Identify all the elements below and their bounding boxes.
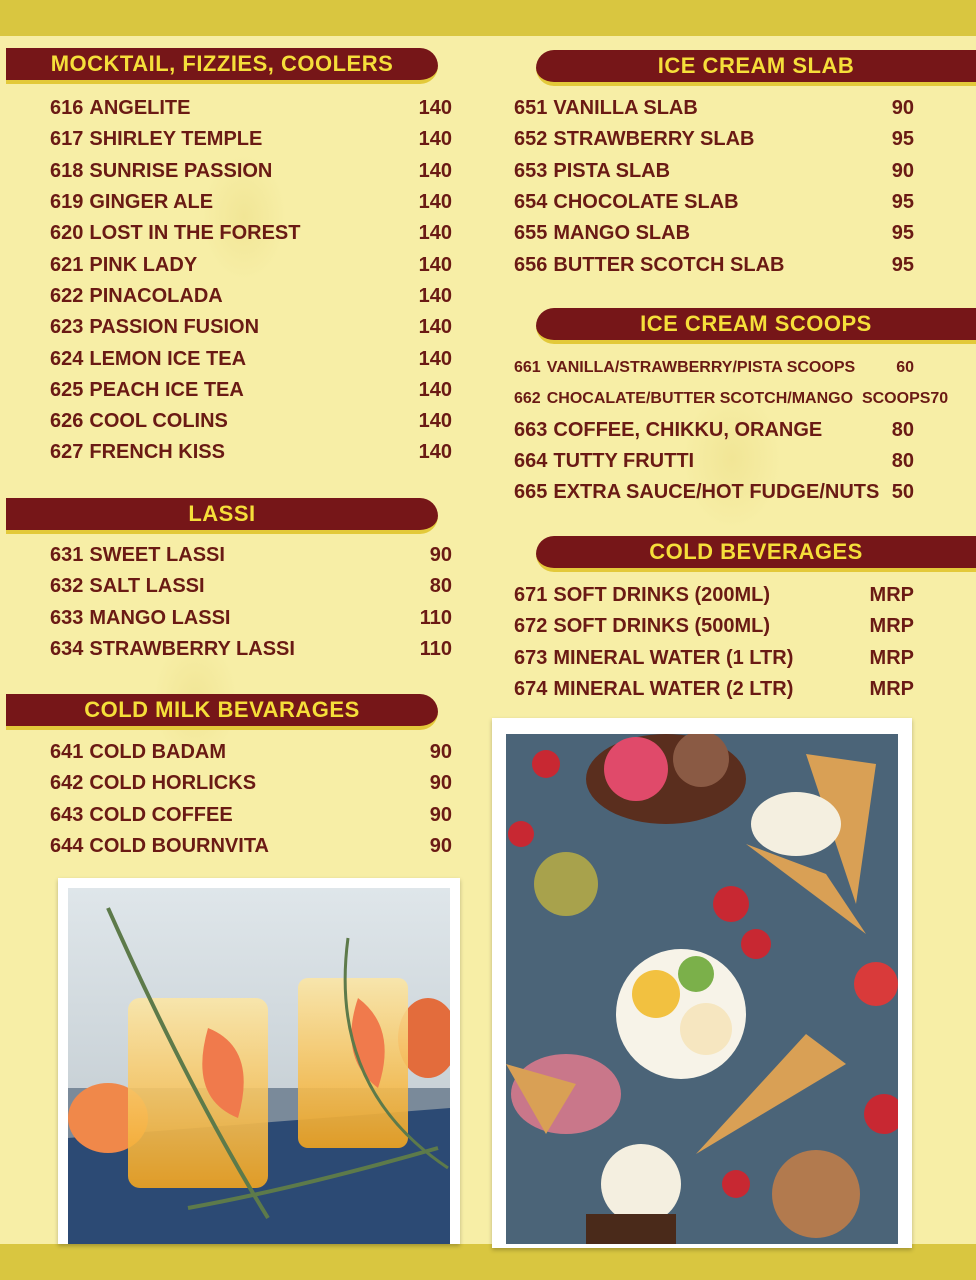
- menu-item-label: [50, 835, 269, 858]
- menu-item-label: [514, 97, 698, 120]
- menu-item-label: [50, 191, 213, 214]
- menu-item-label: [514, 678, 793, 701]
- menu-item: [50, 312, 452, 343]
- menu-item-name: MINERAL WATER (1 LTR): [553, 646, 794, 669]
- menu-item-price: 50: [891, 481, 914, 504]
- menu-item: [514, 93, 914, 124]
- menu-item-price: 140: [418, 347, 452, 370]
- menu-item-code: 663: [514, 418, 548, 441]
- menu-item: [50, 831, 452, 862]
- menu-item-code: 618: [50, 159, 84, 182]
- menu-item-code: 627: [50, 441, 84, 464]
- menu-item-name: MINERAL WATER (2 LTR): [553, 678, 794, 701]
- menu-item-code: 674: [514, 678, 548, 701]
- menu-item-code: 622: [50, 284, 84, 307]
- menu-item: [514, 187, 914, 218]
- menu-item-name: COLD BADAM: [89, 741, 227, 764]
- menu-item-price: 140: [418, 159, 452, 182]
- menu-item-price: 80: [891, 418, 914, 441]
- menu-item-code: 621: [50, 253, 84, 276]
- menu-item: [514, 124, 914, 155]
- menu-item-code: 626: [50, 410, 84, 433]
- menu-item-price: MRP: [869, 678, 914, 701]
- menu-item-price: 90: [429, 835, 452, 858]
- menu-item: [514, 156, 914, 187]
- menu-item: [514, 477, 914, 508]
- menu-item-label: [50, 638, 295, 661]
- menu-item: [50, 375, 452, 406]
- menu-item-price: 80: [429, 575, 452, 598]
- menu-item-label: [514, 615, 770, 638]
- menu-item: [50, 218, 452, 249]
- lassi-banner: [6, 498, 438, 534]
- menu-item-price: 140: [418, 410, 452, 433]
- menu-item-name: SALT LASSI: [89, 575, 205, 598]
- menu-item-price: 90: [429, 803, 452, 826]
- menu-item-code: 643: [50, 803, 84, 826]
- menu-item-name: LEMON ICE TEA: [89, 347, 247, 370]
- menu-item: [50, 603, 452, 634]
- menu-item-name: STRAWBERRY LASSI: [89, 638, 295, 661]
- menu-item-price: 110: [419, 606, 452, 629]
- menu-item-label: [514, 359, 855, 377]
- bottom-band: [0, 1244, 976, 1280]
- menu-item-price: 140: [418, 191, 452, 214]
- ice-cream-illustration: [506, 734, 898, 1244]
- menu-item: [514, 611, 914, 642]
- menu-item: [50, 93, 452, 124]
- menu-item-price: 140: [418, 128, 452, 151]
- menu-item: [514, 415, 914, 446]
- scoops-title: ICE CREAM SCOOPS: [640, 311, 872, 336]
- lassi-title: LASSI: [188, 501, 256, 526]
- menu-item: [50, 768, 452, 799]
- mocktail-list: [50, 93, 452, 469]
- menu-item-price: 95: [891, 253, 914, 276]
- menu-item-name: COOL COLINS: [89, 410, 228, 433]
- menu-item-label: [50, 379, 244, 402]
- menu-item: [514, 643, 914, 674]
- menu-item: [514, 249, 914, 280]
- menu-item-label: [514, 419, 822, 442]
- menu-item-name: PEACH ICE TEA: [89, 378, 244, 401]
- menu-item-code: 641: [50, 741, 84, 764]
- menu-item-price: 95: [891, 191, 914, 214]
- menu-item-code: 644: [50, 835, 84, 858]
- menu-item-code: 664: [514, 450, 548, 473]
- slab-list: [514, 93, 914, 281]
- menu-item: [50, 437, 452, 468]
- menu-item-name: COLD COFFEE: [89, 803, 233, 826]
- menu-item-code: 617: [50, 128, 84, 151]
- menu-item-name: GINGER ALE: [89, 191, 214, 214]
- drinks-illustration: [68, 888, 450, 1244]
- menu-item-price: MRP: [869, 615, 914, 638]
- menu-item-label: [514, 390, 930, 408]
- menu-item-code: 652: [514, 128, 548, 151]
- menu-item-label: [50, 316, 259, 339]
- menu-item-name: COFFEE, CHIKKU, ORANGE: [553, 418, 823, 441]
- menu-item-code: 624: [50, 347, 84, 370]
- menu-item-code: 619: [50, 191, 84, 214]
- menu-item-code: 620: [50, 222, 84, 245]
- menu-item-code: 634: [50, 638, 84, 661]
- menu-item-name: FRENCH KISS: [89, 441, 225, 464]
- menu-item-label: [50, 222, 301, 245]
- menu-item-price: 140: [418, 441, 452, 464]
- menu-item: [50, 571, 452, 602]
- menu-item-name: VANILLA SLAB: [553, 97, 698, 120]
- menu-item-price: 140: [418, 222, 452, 245]
- menu-item-label: [514, 481, 879, 504]
- drinks-photo: [58, 878, 460, 1244]
- slab-banner: [536, 50, 976, 86]
- menu-item-label: [50, 607, 231, 630]
- menu-item-label: [514, 160, 670, 183]
- menu-item-code: 651: [514, 97, 548, 120]
- menu-item-code: 671: [514, 584, 548, 607]
- menu-item-price: 140: [418, 284, 452, 307]
- mocktail-banner: [6, 48, 438, 84]
- menu-item-label: [50, 575, 205, 598]
- cold-milk-title: COLD MILK BEVARAGES: [84, 697, 360, 722]
- menu-item-name: SHIRLEY TEMPLE: [89, 128, 263, 151]
- menu-item-price: 90: [891, 97, 914, 120]
- menu-item-name: PINACOLADA: [89, 284, 223, 307]
- menu-item-label: [50, 348, 246, 371]
- menu-item-label: [50, 160, 272, 183]
- menu-item-name: LOST IN THE FOREST: [89, 222, 301, 245]
- menu-item-price: 90: [429, 741, 452, 764]
- menu-item-price: 80: [891, 450, 914, 473]
- menu-item-label: [514, 191, 739, 214]
- menu-item-name: SUNRISE PASSION: [89, 159, 273, 182]
- menu-item-label: [50, 804, 233, 827]
- menu-item-name: SWEET LASSI: [89, 544, 225, 567]
- cold-bev-title: COLD BEVERAGES: [649, 539, 863, 564]
- menu-item-name: BUTTER SCOTCH SLAB: [553, 253, 785, 276]
- menu-item-label: [50, 410, 228, 433]
- cold-milk-list: [50, 737, 452, 862]
- menu-item-code: 623: [50, 316, 84, 339]
- menu-item-price: 60: [896, 358, 914, 376]
- menu-item-name: SOFT DRINKS (500ML): [553, 615, 771, 638]
- menu-item-code: 632: [50, 575, 84, 598]
- menu-item-name: CHOCALATE/BUTTER SCOTCH/MANGO SCOOPS: [546, 389, 931, 407]
- menu-item-name: MANGO SLAB: [553, 222, 691, 245]
- menu-item-price: 140: [418, 316, 452, 339]
- menu-item-code: 665: [514, 481, 548, 504]
- menu-item-price: 90: [891, 159, 914, 182]
- menu-item: [514, 352, 914, 383]
- menu-item-label: [50, 441, 225, 464]
- menu-item-price: 90: [429, 772, 452, 795]
- menu-item-name: VANILLA/STRAWBERRY/PISTA SCOOPS: [546, 358, 856, 376]
- menu-item: [50, 737, 452, 768]
- menu-item-code: 653: [514, 159, 548, 182]
- menu-item: [514, 580, 914, 611]
- slab-title: ICE CREAM SLAB: [657, 53, 855, 78]
- ice-cream-photo: [492, 718, 912, 1248]
- menu-item: [50, 540, 452, 571]
- menu-item-label: [50, 128, 262, 151]
- menu-item: [50, 187, 452, 218]
- scoops-banner: [536, 308, 976, 344]
- menu-item-name: PISTA SLAB: [553, 159, 671, 182]
- menu-item-price: 140: [418, 253, 452, 276]
- menu-item: [50, 249, 452, 280]
- menu-item-name: EXTRA SAUCE/HOT FUDGE/NUTS: [553, 481, 880, 504]
- menu-item-code: 642: [50, 772, 84, 795]
- menu-item-price: 140: [418, 378, 452, 401]
- menu-item-label: [50, 254, 197, 277]
- menu-item-label: [514, 222, 690, 245]
- menu-item: [514, 218, 914, 249]
- menu-item-name: STRAWBERRY SLAB: [553, 128, 755, 151]
- menu-item: [50, 406, 452, 437]
- menu-item-label: [514, 584, 770, 607]
- menu-item-name: ANGELITE: [89, 97, 191, 120]
- menu-item-code: 673: [514, 646, 548, 669]
- menu-item-name: PINK LADY: [89, 253, 198, 276]
- menu-item-label: [50, 741, 226, 764]
- cold-bev-banner: [536, 536, 976, 572]
- menu-item-label: [514, 128, 755, 151]
- menu-item-price: 90: [429, 544, 452, 567]
- menu-item: [514, 674, 914, 705]
- menu-item-code: 661: [514, 358, 541, 376]
- menu-item: [50, 156, 452, 187]
- menu-item-code: 655: [514, 222, 548, 245]
- menu-item-label: [50, 772, 256, 795]
- menu-item-name: SOFT DRINKS (200ML): [553, 584, 771, 607]
- scoops-list: [514, 352, 949, 508]
- menu-item: [50, 634, 452, 665]
- menu-item-label: [50, 544, 225, 567]
- menu-item-price: MRP: [869, 646, 914, 669]
- menu-item: [514, 446, 914, 477]
- menu-item-name: TUTTY FRUTTI: [553, 450, 695, 473]
- menu-item-name: COLD HORLICKS: [89, 772, 257, 795]
- menu-item-code: 625: [50, 378, 84, 401]
- menu-item-label: [514, 450, 694, 473]
- menu-item-code: 662: [514, 389, 541, 407]
- menu-item-price: MRP: [869, 584, 914, 607]
- menu-item-name: MANGO LASSI: [89, 606, 231, 629]
- menu-item-price: 70: [930, 389, 949, 407]
- mocktail-title: MOCKTAIL, FIZZIES, COOLERS: [50, 51, 394, 76]
- lassi-list: [50, 540, 452, 665]
- menu-item-code: 631: [50, 544, 84, 567]
- menu-item-price: 110: [419, 638, 452, 661]
- menu-item-price: 140: [418, 97, 452, 120]
- menu-item-code: 672: [514, 615, 548, 638]
- cold-milk-banner: [6, 694, 438, 730]
- menu-item: [50, 343, 452, 374]
- cold-bev-list: [514, 580, 914, 705]
- menu-item-price: 95: [891, 128, 914, 151]
- menu-item-code: 654: [514, 191, 548, 214]
- menu-item: [50, 800, 452, 831]
- menu-item-label: [514, 254, 784, 277]
- menu-item: [514, 383, 949, 414]
- menu-item: [50, 281, 452, 312]
- menu-item-label: [50, 285, 223, 308]
- menu-item-name: CHOCOLATE SLAB: [553, 191, 739, 214]
- menu-item: [50, 124, 452, 155]
- menu-item-name: PASSION FUSION: [89, 316, 260, 339]
- top-band: [0, 0, 976, 36]
- menu-item-code: 656: [514, 253, 548, 276]
- menu-item-code: 633: [50, 606, 84, 629]
- menu-item-name: COLD BOURNVITA: [89, 835, 269, 858]
- menu-item-code: 616: [50, 97, 84, 120]
- menu-item-price: 95: [891, 222, 914, 245]
- menu-item-label: [514, 647, 793, 670]
- menu-item-label: [50, 97, 191, 120]
